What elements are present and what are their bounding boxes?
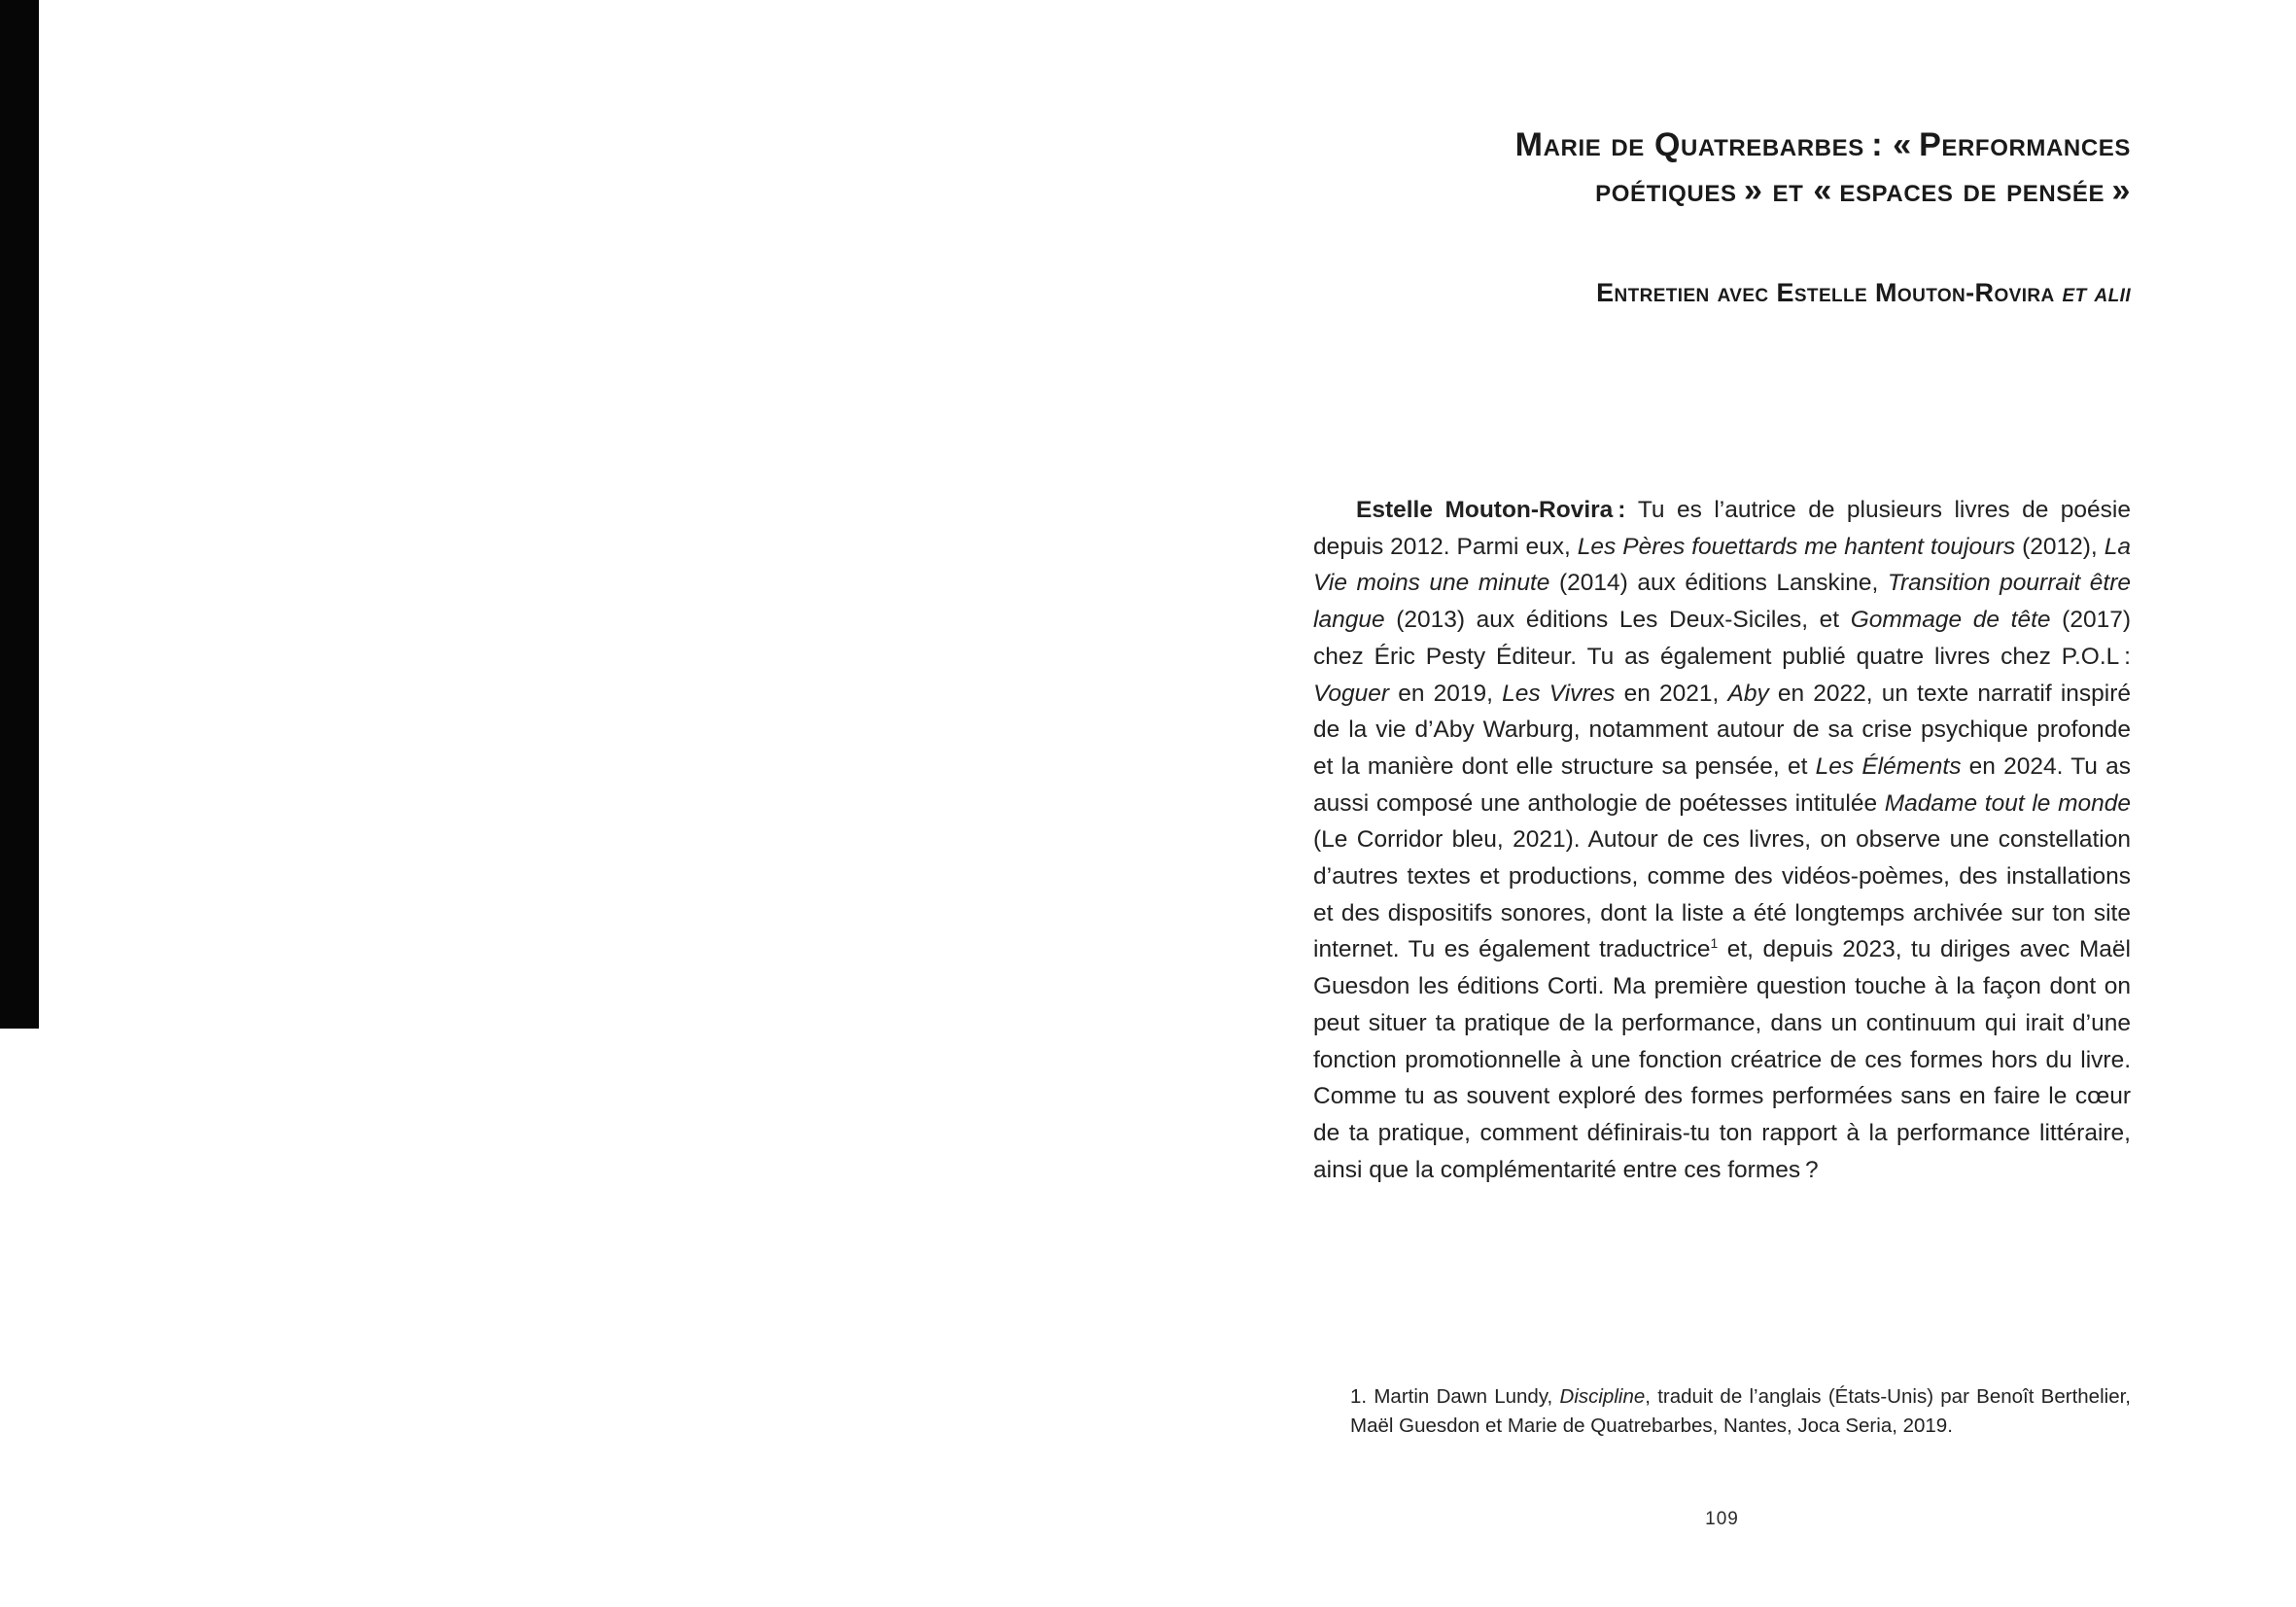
article-subtitle: Entretien avec Estelle Mouton-Rovira et alii: [1596, 278, 2131, 307]
page-content: [1313, 0, 2131, 1607]
footnote: 1. Martin Dawn Lundy, Discipline, traduit de l’anglais (États-Unis) par Benoît Berthelier, Maël Guesdon et Marie de Quatrebarbes, Nantes, Joca Seria, 2019.: [1350, 1385, 2131, 1437]
page-number: 109: [1705, 1509, 1739, 1529]
article-title: Marie de Quatrebarbes : « Performances poétiques » et « espaces de pensée »: [1514, 126, 2131, 209]
scan-edge-artifact: [0, 0, 39, 1029]
interview-paragraph: Estelle Mouton-Rovira : Tu es l’autrice de plusieurs livres de poésie depuis 2012. Parmi eux, Les Pères fouettards me hantent toujours (2012), La Vie moins une minute (2014) aux éditions Lanskine, Transition pourrait être langue (2013) aux éditions Les Deux-Siciles, et Gommage de tête (2017) chez Éric Pesty Éditeur. Tu as également publié quatre livres chez P.O.L : Voguer en 2019, Les Vivres en 2021, Aby en 2022, un texte narratif inspiré de la vie d’Aby Warburg, notamment autour de sa crise psychique profonde et la manière dont elle structure sa pensée, et Les Éléments en 2024. Tu as aussi composé une anthologie de poétesses intitulée Madame tout le monde (Le Corridor bleu, 2021). Autour de ces livres, on observe une constellation d’autres textes et productions, comme des vidéos-poèmes, des installations et des dispositifs sonores, dont la liste a été longtemps archivée sur ton site internet. Tu es également traductrice$^1$ et, depuis 2023, tu diriges avec Maël Guesdon les éditions Corti. Ma première question touche à la façon dont on peut situer ta pratique de la performance, dans un continuum qui irait d’une fonction promotionnelle à une fonction créatrice de ces formes hors du livre. Comme tu as souvent exploré des formes performées sans en faire le cœur de ta pratique, comment définirais-tu ton rapport à la performance littéraire, ainsi que la complémentarité entre ces formes ?: [1313, 497, 2132, 1183]
